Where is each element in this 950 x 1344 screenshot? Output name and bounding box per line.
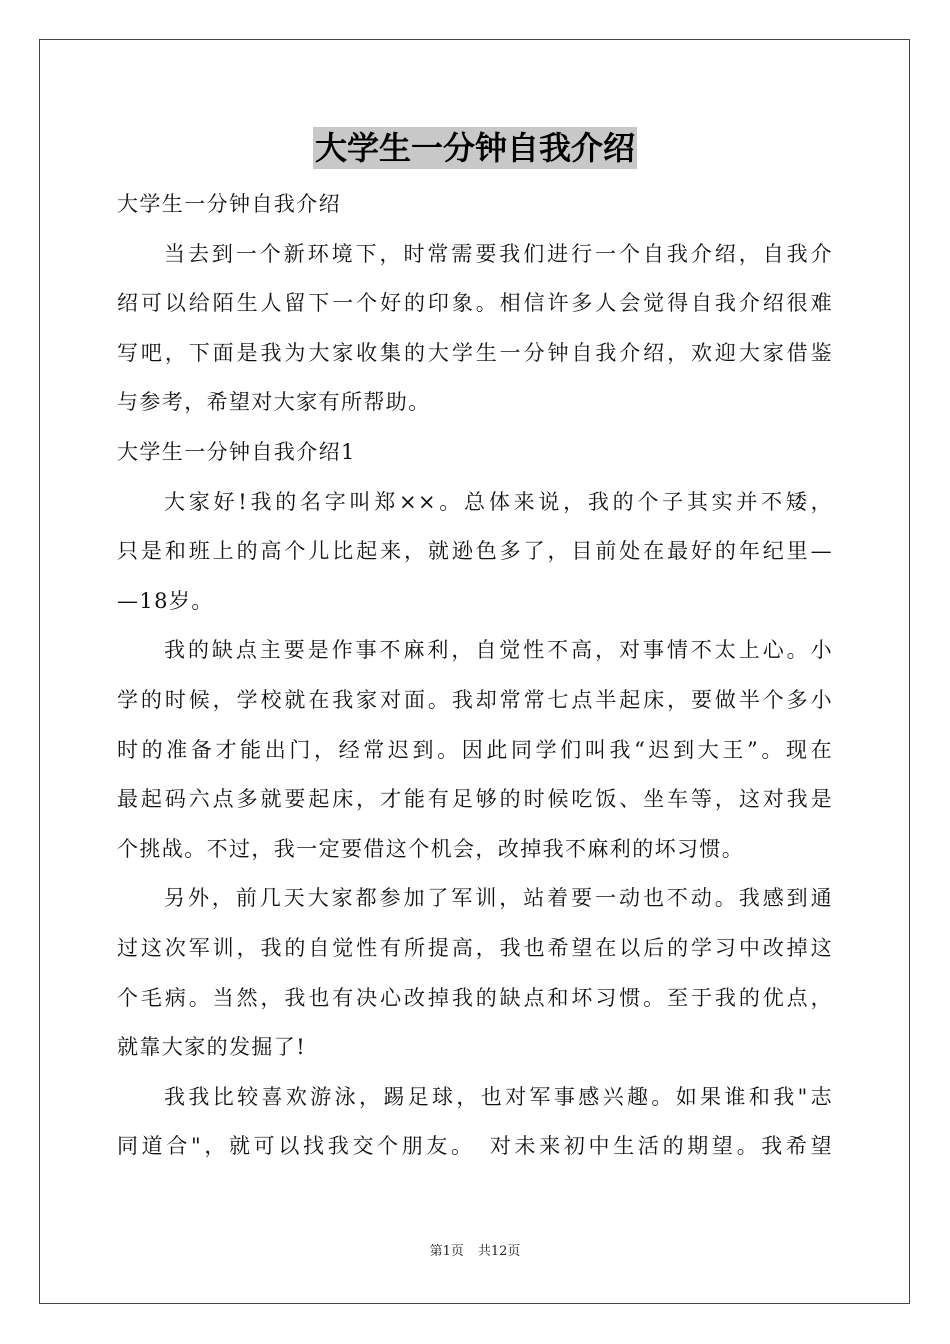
paragraph-line: 当去到一个新环境下，时常需要我们进行一个自我介绍，自我介 bbox=[164, 241, 833, 266]
paragraph-line: 写吧，下面是我为大家收集的大学生一分钟自我介绍，欢迎大家借鉴 bbox=[117, 340, 833, 365]
subtitle-line: 大学生一分钟自我介绍 bbox=[117, 192, 341, 216]
title-container bbox=[0, 127, 950, 169]
paragraph-line: —18岁。 bbox=[117, 588, 214, 613]
paragraph-line: 个挑战。不过，我一定要借这个机会，改掉我不麻利的坏习惯。 bbox=[117, 836, 745, 861]
paragraph-line: 与参考，希望对大家有所帮助。 bbox=[117, 390, 431, 415]
document-body bbox=[117, 180, 833, 1172]
page-footer bbox=[0, 1240, 950, 1259]
paragraph-line: 另外，前几天大家都参加了军训，站着要一动也不动。我感到通 bbox=[164, 886, 833, 911]
section-heading: 大学生一分钟自我介绍1 bbox=[117, 439, 356, 464]
paragraph-line: 最起码六点多就要起床，才能有足够的时候吃饭、坐车等，这对我是 bbox=[117, 787, 833, 812]
paragraph-line: 只是和班上的高个儿比起来，就逊色多了，目前处在最好的年纪里— bbox=[117, 539, 833, 564]
paragraph-line: 时的准备才能出门，经常迟到。因此同学们叫我“迟到大王”。现在 bbox=[117, 737, 833, 762]
page-total: 共12页 bbox=[477, 1244, 521, 1259]
page-number: 第1页 bbox=[429, 1244, 464, 1259]
document-title: 大学生一分钟自我介绍 bbox=[314, 129, 635, 167]
paragraph-line: 个毛病。当然，我也有决心改掉我的缺点和坏习惯。至于我的优点， bbox=[117, 985, 833, 1010]
paragraph-line: 学的时候，学校就在我家对面。我却常常七点半起床，要做半个多小 bbox=[117, 687, 833, 712]
paragraph-line: 绍可以给陌生人留下一个好的印象。相信许多人会觉得自我介绍很难 bbox=[117, 291, 833, 316]
paragraph-line: 我我比较喜欢游泳，踢足球，也对军事感兴趣。如果谁和我"志 bbox=[164, 1084, 833, 1109]
paragraph-line: 大家好!我的名字叫郑××。总体来说，我的个子其实并不矮， bbox=[164, 489, 833, 514]
paragraph-line: 就靠大家的发掘了! bbox=[117, 1035, 307, 1060]
paragraph-line: 过这次军训，我的自觉性有所提高，我也希望在以后的学习中改掉这 bbox=[117, 935, 833, 960]
paragraph-line: 同道合"，就可以找我交个朋友。 对未来初中生活的期望。我希望 bbox=[117, 1134, 833, 1159]
paragraph-line: 我的缺点主要是作事不麻利，自觉性不高，对事情不太上心。小 bbox=[164, 638, 833, 663]
